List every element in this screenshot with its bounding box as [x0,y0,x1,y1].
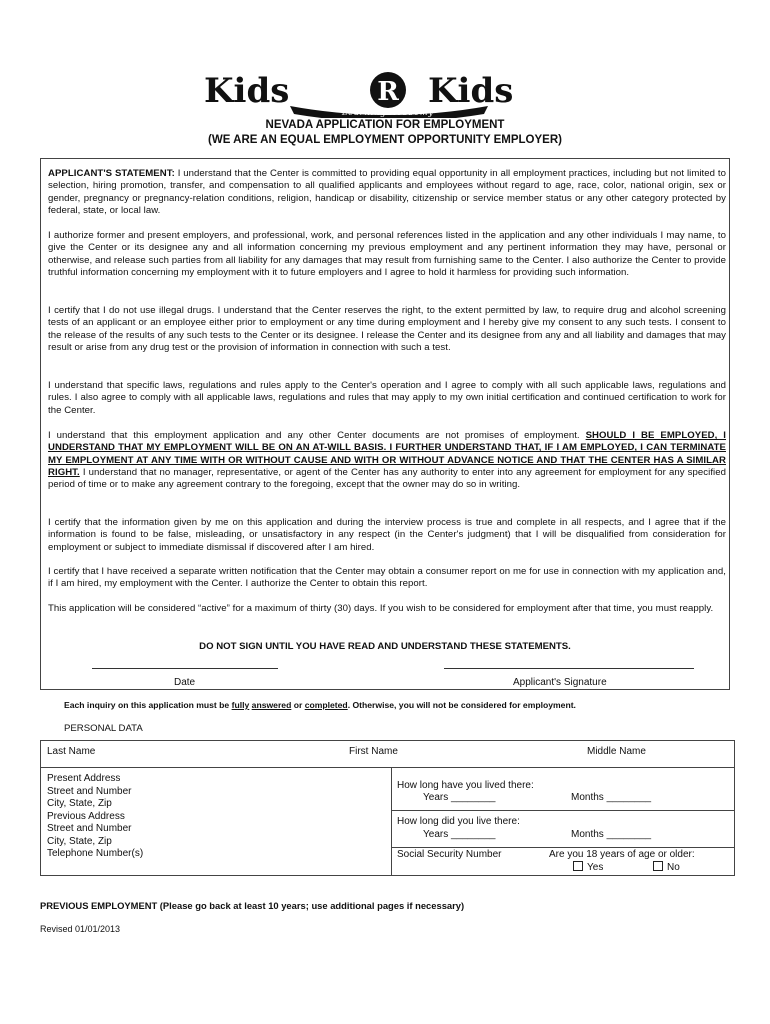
years-present-field[interactable]: Years ________ [423,792,496,803]
logo-tagline: Learning Academy [341,108,435,117]
statement-paragraph-1: APPLICANT'S STATEMENT: I understand that the Center is committed to providing equal opportunity in all employment practices, including but not limited to selection, hiring promotion, transfer, and compensation to all qualified applicants and employees without regard to age, race, color, national origin, sex or gender, pregnancy or pregnancy-relation conditions, religion, handicap or disability, citizenship or service member status or any other category protected by federal, state, or local law. [48,168,726,217]
kids-r-kids-logo [202,70,574,118]
age-yes-option[interactable]: Yes [573,861,603,875]
signature-label: Applicant's Signature [513,677,607,688]
statement-paragraph-4: I understand that specific laws, regulations and rules apply to the Center's operation and I agree to comply with all such applicable laws, regulations and rules. I also agree to comply with all applicable laws, regulations and rules that may apply to my own initial certification and continued certification to work for the Center. [48,380,726,416]
statement-paragraph-3: I certify that I do not use illegal drugs. I understand that the Center reserves the right, to the extent permitted by law, to require drug and alcohol screening tests of an applicant or an employee either prior to employment or any time during employment and I hereby give my consent to any such tests. I consent to the release of the results of any such tests to the Center or its designee. I release the Center and its designee from any and all liability and damages that may result or arise from any drug test or the provision of information in connection with such a test. [48,305,726,354]
logo-right-word: Kids [428,71,514,111]
ssn-field[interactable]: Social Security Number [397,849,502,860]
do-not-sign-notice: DO NOT SIGN UNTIL YOU HAVE READ AND UNDERSTAND THESE STATEMENTS. [199,641,571,652]
years-previous-field[interactable]: Years ________ [423,829,496,840]
form-title: NEVADA APPLICATION FOR EMPLOYMENT [265,119,505,131]
form-subtitle: (WE ARE AN EQUAL EMPLOYMENT OPPORTUNITY EMPLOYER) [208,134,562,146]
last-name-field[interactable]: Last Name [47,746,96,757]
lived-there-question: How long have you lived there: [397,780,534,791]
at-will-clause: SHOULD I BE EMPLOYED, I UNDERSTAND THAT MY EMPLOYMENT WILL BE ON AN AT-WILL BASIS. I FURTHER UNDERSTAND THAT, IF I AM EMPLOYED, I CAN TERMINATE MY EMPLOYMENT AT ANY TIME WITH OR WITHOUT CAUSE AND WITH OR WITHOUT ADVANCE NOTICE AND THAT THE CENTER HAS A SIMILAR RIGHT. [48,430,727,479]
revision-date: Revised 01/01/2013 [40,924,121,934]
statement-label: APPLICANT'S STATEMENT: [48,168,175,179]
middle-name-field[interactable]: Middle Name [587,746,646,757]
checkbox-icon [653,861,663,871]
signature-line[interactable] [444,668,694,669]
months-previous-field[interactable]: Months ________ [571,829,652,840]
statement-paragraph-7: I certify that I have received a separate written notification that the Center may obtain a consumer report on me for use in connection with my application and, if I am hired, my employment with the Center. I authorize the Center to obtain this report. [48,566,726,590]
statement-paragraph-8: This application will be considered “active” for a maximum of thirty (30) days. If you wish to be considered for employment after that time, you must reapply. [48,603,714,614]
telephone-field: Telephone Number(s) [47,848,144,859]
age-no-option[interactable]: No [653,861,680,875]
months-present-field[interactable]: Months ________ [571,792,652,803]
logo-left-word: Kids [204,71,290,111]
previous-employment-heading: PREVIOUS EMPLOYMENT (Please go back at least 10 years; use additional pages if necessary) [40,900,465,911]
personal-data-heading: PERSONAL DATA [64,723,143,734]
date-label: Date [174,677,196,688]
date-line[interactable] [92,668,278,669]
first-name-field[interactable]: First Name [349,746,398,757]
statement-paragraph-2: I authorize former and present employers, and professional, work, and personal references listed in the application and any other individuals I may name, to give the Center or its designee any and all information concerning my previous employment and any pertinent information they may have, personal or otherwise, and release such parties from all liability for any damages that may result from furnishing same to the Center. I also authorize the Center to provide truthful information concerning my employment with it to future employers and I agree to hold it harmless for providing such information. [48,230,726,279]
present-address-field[interactable]: Present Address Street and Number City, State, Zip Previous Address Street and Number City, State, Zip Telephone Number(s) [47,773,144,859]
previous-address-field: Previous Address [47,810,125,822]
personal-data-table [40,740,735,876]
logo-letter: R [377,77,399,107]
age-question: Are you 18 years of age or older: [549,849,695,860]
checkbox-icon [573,861,583,871]
lived-there-prev-question: How long did you live there: [397,816,520,827]
inquiry-notice: Each inquiry on this application must be fully answered or completed. Otherwise, you will not be considered for employment. [64,700,576,710]
statement-paragraph-5: I understand that this employment application and any other Center documents are not promises of employment. SHOULD I BE EMPLOYED, I UNDERSTAND THAT MY EMPLOYMENT WILL BE ON AN AT-WILL BASIS. I FURTHER UNDERSTAND THAT, IF I AM EMPLOYED, I CAN TERMINATE MY EMPLOYMENT AT ANY TIME WITH OR WITHOUT CAUSE AND WITH OR WITHOUT ADVANCE NOTICE AND THAT THE CENTER HAS A SIMILAR RIGHT. I understand that no manager, representative, or agent of the Center has any authority to enter into any agreement for employment for any specified period of time or to make any agreement contrary to the foregoing, except that the owner may do so in writing. [48,430,727,491]
statement-paragraph-6: I certify that the information given by me on this application and during the interview process is true and complete in all respects, and I agree that if the information is found to be false, misleading, or unsatisfactory in any respect (in the Center's judgment) that I will be disqualified from consideration for employment or subject to immediate dismissal if discovered after I am hired. [48,517,726,553]
